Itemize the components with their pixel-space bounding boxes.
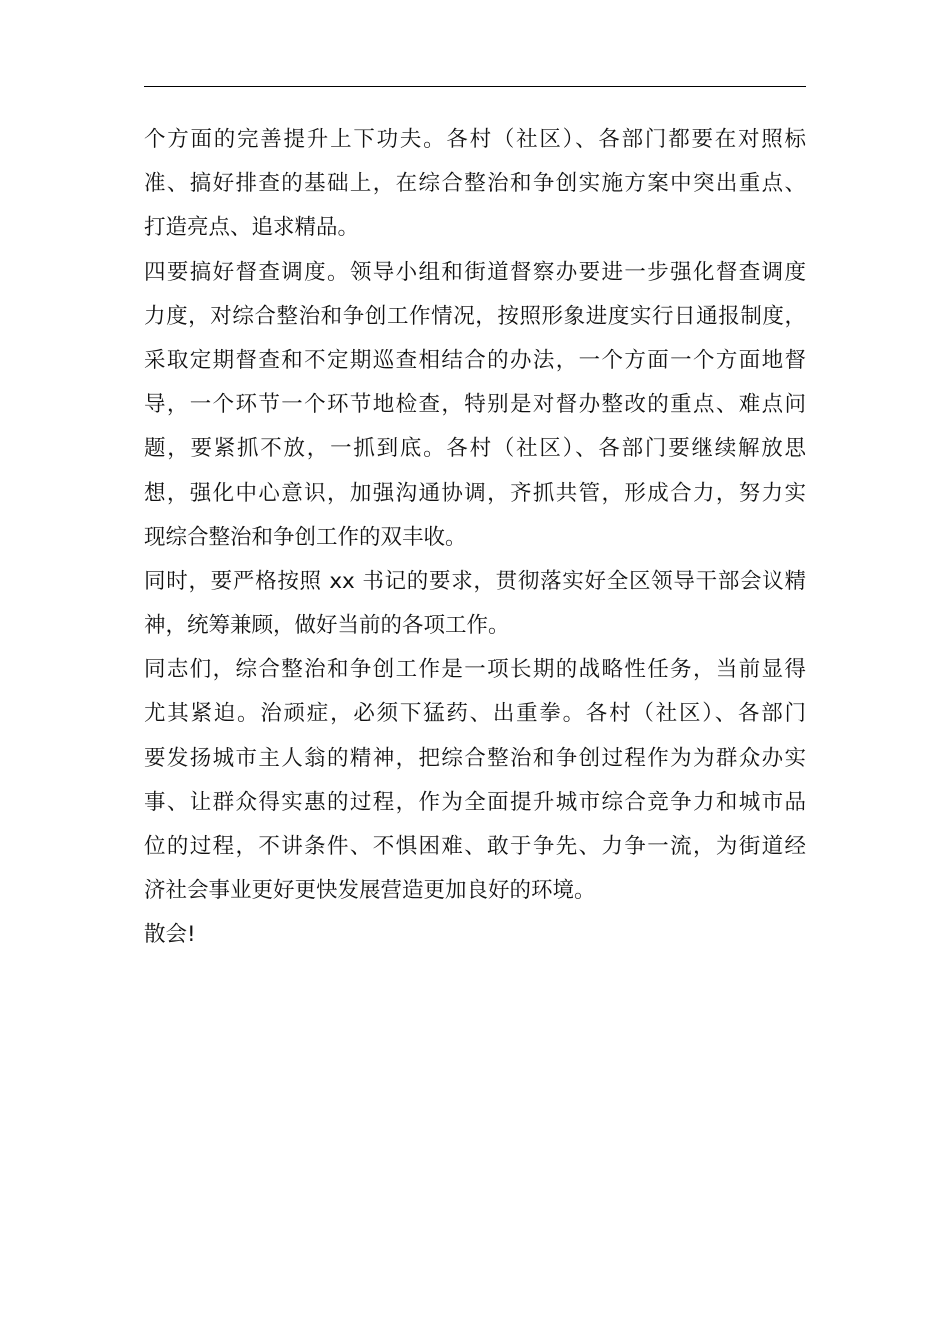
text-line: 力度，对综合整治和争创工作情况，按照形象进度实行日通报制度， — [144, 303, 806, 329]
text-line: 尤其紧迫。治顽症，必须下猛药、出重拳。各村（社区）、各部门 — [144, 701, 806, 727]
text-line: 个方面的完善提升上下功夫。各村（社区）、各部门都要在对照标 — [144, 127, 806, 152]
text-line: 打造亮点、追求精品。 — [144, 215, 360, 241]
text-line: 要发扬城市主人翁的精神，把综合整治和争创过程作为为群众办实 — [144, 745, 806, 771]
text-line: 神，统筹兼顾，做好当前的各项工作。 — [144, 613, 510, 639]
text-line: 导，一个环节一个环节地检查，特别是对督办整改的重点、难点问 — [144, 392, 806, 418]
text-line: 同时，要严格按照 xx 书记的要求，贯彻落实好全区领导干部会议精 — [144, 568, 806, 594]
text-line: 现综合整治和争创工作的双丰收。 — [144, 524, 467, 550]
text-line: 济社会事业更好更快发展营造更加良好的环境。 — [144, 878, 596, 904]
document-body — [144, 118, 806, 958]
header-divider — [144, 86, 806, 87]
text-line: 题，要紧抓不放，一抓到底。各村（社区）、各部门要继续解放思 — [144, 436, 806, 462]
text-line: 同志们，综合整治和争创工作是一项长期的战略性任务，当前显得 — [144, 657, 806, 683]
text-line: 位的过程，不讲条件、不惧困难、敢于争先、力争一流，为街道经 — [144, 834, 806, 859]
text-line: 四要搞好督查调度。领导小组和街道督察办要进一步强化督查调度 — [144, 259, 806, 285]
text-line: 事、让群众得实惠的过程，作为全面提升城市综合竞争力和城市品 — [144, 789, 806, 815]
text-line: 散会! — [144, 922, 196, 948]
text-line: 准、搞好排查的基础上，在综合整治和争创实施方案中突出重点、 — [144, 171, 806, 197]
text-line: 想，强化中心意识，加强沟通协调，齐抓共管，形成合力，努力实 — [144, 480, 806, 506]
text-line: 采取定期督查和不定期巡查相结合的办法，一个方面一个方面地督 — [144, 347, 806, 373]
